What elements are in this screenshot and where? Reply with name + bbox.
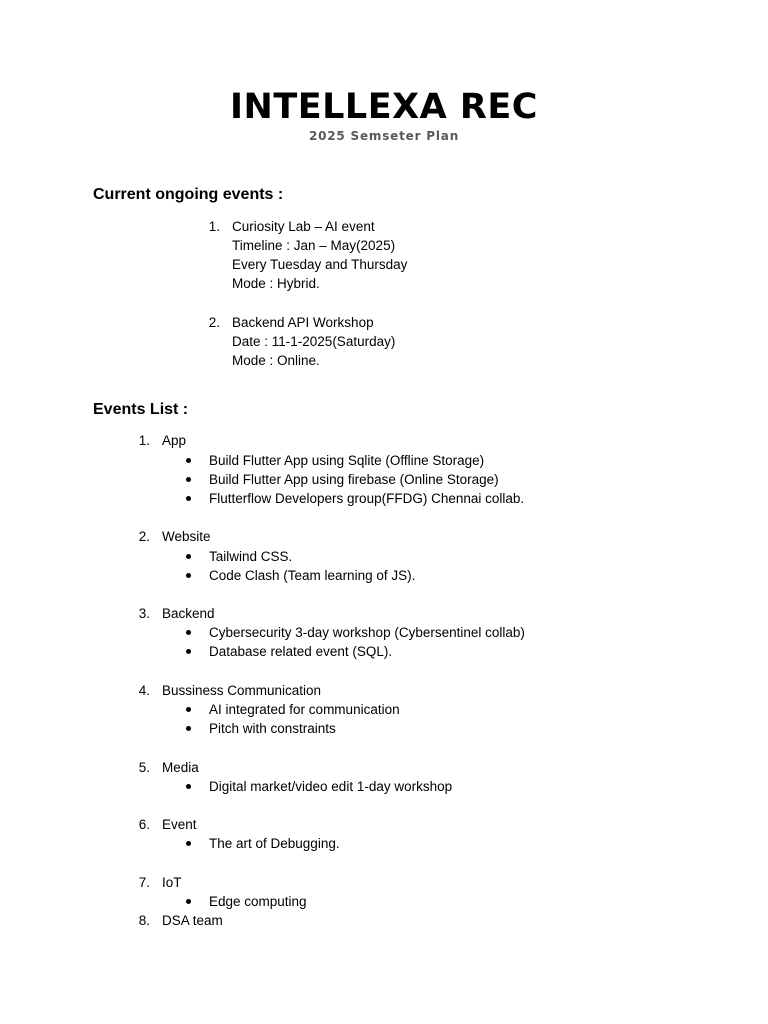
- bullet-icon: [186, 458, 191, 463]
- list-number: 3.: [138, 606, 150, 621]
- current-event-detail: Timeline : Jan – May(2025): [232, 238, 396, 253]
- current-event-detail: Mode : Online.: [232, 353, 320, 368]
- current-event-detail: Date : 11-1-2025(Saturday): [232, 334, 396, 349]
- list-number: 5.: [138, 760, 150, 775]
- bullet-text: The art of Debugging.: [209, 836, 340, 851]
- list-number: 7.: [138, 875, 150, 890]
- bullet-text: Tailwind CSS.: [209, 549, 293, 564]
- bullet-icon: [186, 477, 191, 482]
- bullet-text: Digital market/video edit 1-day workshop: [209, 779, 453, 794]
- bullet-text: Edge computing: [209, 894, 307, 909]
- bullet-text: AI integrated for communication: [209, 702, 400, 717]
- events-list-heading: Events List :: [93, 401, 189, 418]
- list-number: 6.: [138, 817, 150, 832]
- bullet-text: Database related event (SQL).: [209, 644, 393, 659]
- bullet-icon: [186, 554, 191, 559]
- bullet-icon: [186, 630, 191, 635]
- bullet-text: Flutterflow Developers group(FFDG) Chennai collab.: [209, 491, 525, 506]
- category-title: IoT: [162, 875, 182, 890]
- list-number: 1.: [208, 219, 220, 234]
- bullet-icon: [186, 726, 191, 731]
- bullet-icon: [186, 899, 191, 904]
- document-title: INTELLEXA REC: [230, 87, 538, 127]
- bullet-text: Build Flutter App using Sqlite (Offline Storage): [209, 453, 485, 468]
- current-event-title: Curiosity Lab – AI event: [232, 219, 375, 234]
- category-title: Website: [162, 529, 211, 544]
- bullet-text: Code Clash (Team learning of JS).: [209, 568, 416, 583]
- category-title: App: [162, 433, 187, 448]
- category-title: DSA team: [162, 913, 223, 928]
- bullet-icon: [186, 649, 191, 654]
- category-title: Event: [162, 817, 197, 832]
- bullet-icon: [186, 784, 191, 789]
- bullet-text: Build Flutter App using firebase (Online Storage): [209, 472, 499, 487]
- bullet-icon: [186, 496, 191, 501]
- list-number: 1.: [138, 433, 150, 448]
- list-number: 2.: [208, 315, 220, 330]
- category-title: Media: [162, 760, 199, 775]
- current-events-heading: Current ongoing events :: [93, 186, 284, 203]
- bullet-text: Cybersecurity 3-day workshop (Cybersentinel collab): [209, 625, 525, 640]
- list-number: 2.: [138, 529, 150, 544]
- bullet-icon: [186, 841, 191, 846]
- bullet-icon: [186, 573, 191, 578]
- current-event-title: Backend API Workshop: [232, 315, 374, 330]
- bullet-text: Pitch with constraints: [209, 721, 336, 736]
- current-event-detail: Every Tuesday and Thursday: [232, 257, 408, 272]
- list-number: 8.: [138, 913, 150, 928]
- category-title: Backend: [162, 606, 215, 621]
- category-title: Bussiness Communication: [162, 683, 322, 698]
- list-number: 4.: [138, 683, 150, 698]
- document-subtitle: 2025 Semseter Plan: [308, 129, 460, 143]
- current-event-detail: Mode : Hybrid.: [232, 276, 320, 291]
- bullet-icon: [186, 707, 191, 712]
